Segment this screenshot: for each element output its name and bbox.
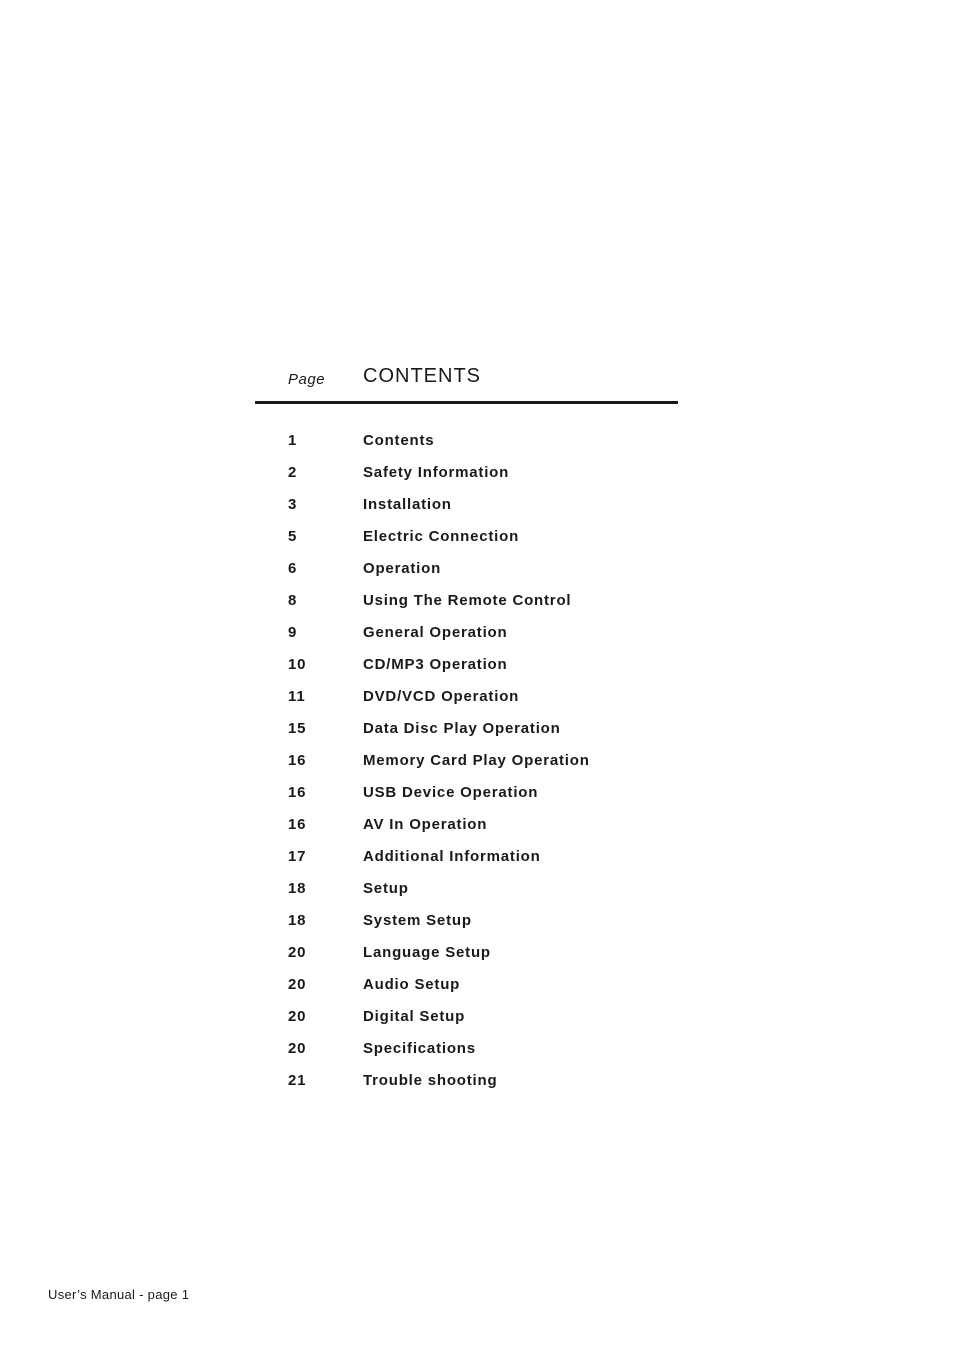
toc-entry-page-number: 18 — [288, 912, 307, 929]
toc-entry-page-number: 6 — [288, 560, 298, 577]
toc-entry-page-number: 17 — [288, 848, 307, 865]
toc-entry — [255, 624, 678, 656]
toc-entry — [255, 880, 678, 912]
toc-entry — [255, 1040, 678, 1072]
toc-entry-title: Electric Connection — [363, 528, 520, 545]
toc-entry — [255, 560, 678, 592]
toc-entry — [255, 592, 678, 624]
toc-header — [255, 362, 678, 402]
toc-entry-page-number: 20 — [288, 976, 307, 993]
toc-entry-title: Setup — [363, 880, 409, 897]
toc-entry-title: System Setup — [363, 912, 472, 929]
toc-entry-page-number: 16 — [288, 752, 307, 769]
toc-entry — [255, 912, 678, 944]
toc-entry — [255, 432, 678, 464]
toc-entry-page-number: 21 — [288, 1072, 307, 1089]
toc-entry-title: Operation — [363, 560, 442, 577]
toc-entry-title: Additional Information — [363, 848, 541, 865]
page-footer: User’s Manual - page 1 — [48, 1287, 190, 1302]
toc-entry-title: General Operation — [363, 624, 508, 641]
toc-entry-title: Audio Setup — [363, 976, 461, 993]
toc-entry-title: Using The Remote Control — [363, 592, 572, 609]
toc-entry-page-number: 3 — [288, 496, 298, 513]
toc-entry — [255, 496, 678, 528]
toc-entry-page-number: 20 — [288, 1040, 307, 1057]
toc-entry — [255, 848, 678, 880]
header-divider — [255, 401, 678, 404]
toc-entry-title: Safety Information — [363, 464, 510, 481]
toc-entry-page-number: 20 — [288, 1008, 307, 1025]
toc-entries — [255, 432, 678, 1104]
toc-entry-title: Specifications — [363, 1040, 476, 1057]
toc-entry-title: USB Device Operation — [363, 784, 539, 801]
toc-entry-page-number: 9 — [288, 624, 298, 641]
toc-entry-page-number: 15 — [288, 720, 307, 737]
toc-entry-page-number: 16 — [288, 816, 307, 833]
toc-entry-page-number: 20 — [288, 944, 307, 961]
toc-entry — [255, 1072, 678, 1104]
toc-title: CONTENTS — [363, 365, 481, 387]
toc-entry — [255, 688, 678, 720]
toc-entry — [255, 944, 678, 976]
page-column-label: Page — [288, 371, 326, 388]
toc-entry-title: Digital Setup — [363, 1008, 466, 1025]
toc-entry-title: Data Disc Play Operation — [363, 720, 561, 737]
toc-entry-page-number: 5 — [288, 528, 298, 545]
toc-entry-page-number: 10 — [288, 656, 307, 673]
toc-entry — [255, 816, 678, 848]
toc-entry-title: DVD/VCD Operation — [363, 688, 520, 705]
toc-entry — [255, 720, 678, 752]
toc-entry-page-number: 2 — [288, 464, 298, 481]
toc-entry — [255, 656, 678, 688]
toc-entry — [255, 528, 678, 560]
toc-entry — [255, 464, 678, 496]
toc-entry — [255, 1008, 678, 1040]
toc-entry-page-number: 18 — [288, 880, 307, 897]
toc-entry-title: Installation — [363, 496, 452, 513]
toc-entry — [255, 784, 678, 816]
toc-entry-page-number: 8 — [288, 592, 298, 609]
toc-entry-title: Memory Card Play Operation — [363, 752, 590, 769]
toc-entry — [255, 752, 678, 784]
toc-entry-page-number: 16 — [288, 784, 307, 801]
toc-entry-page-number: 1 — [288, 432, 298, 449]
toc-entry-title: Language Setup — [363, 944, 491, 961]
toc-entry-title: Contents — [363, 432, 435, 449]
toc-entry-title: CD/MP3 Operation — [363, 656, 508, 673]
toc-entry-title: AV In Operation — [363, 816, 488, 833]
table-of-contents — [255, 362, 678, 1089]
toc-entry-page-number: 11 — [288, 688, 306, 705]
toc-entry — [255, 976, 678, 1008]
toc-entry-title: Trouble shooting — [363, 1072, 498, 1089]
